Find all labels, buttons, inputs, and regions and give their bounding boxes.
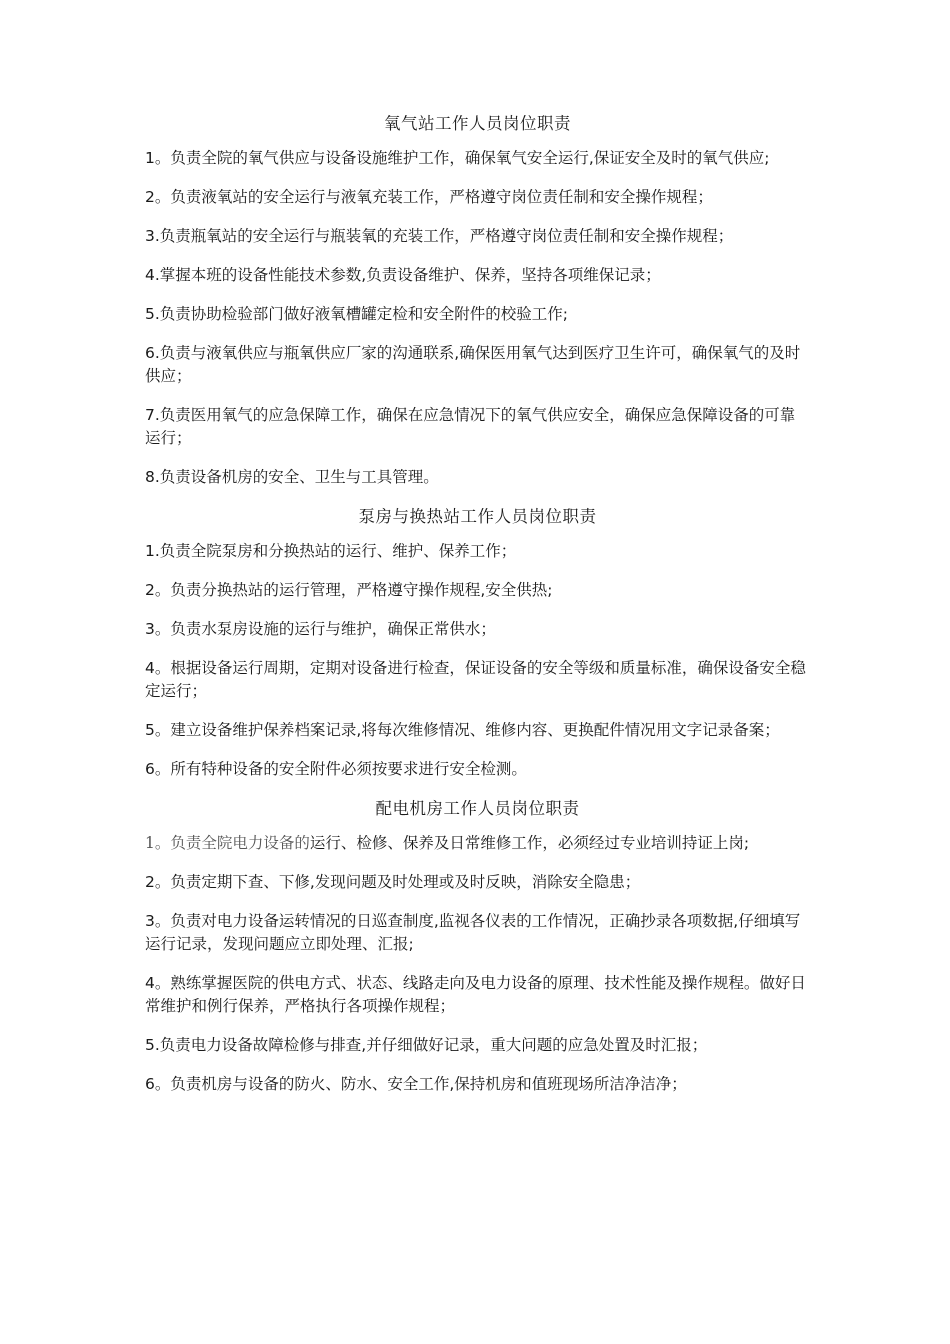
paragraph: 3.负责瓶氧站的安全运行与瓶装氧的充装工作，严格遵守岗位责任制和安全操作规程； <box>145 227 734 245</box>
paragraph-rest: 运行、检修、保养及日常维修工作，必须经过专业培训持证上岗; <box>309 834 750 852</box>
paragraph: 4.掌握本班的设备性能技术参数,负责设备维护、保养，坚持各项维保记录； <box>145 266 661 284</box>
paragraph: 6。所有特种设备的安全附件必须按要求进行安全检测。 <box>145 760 527 778</box>
document-body <box>145 112 810 1112</box>
paragraph: 5.负责协助检验部门做好液氧槽罐定检和安全附件的校验工作; <box>145 305 569 323</box>
paragraph <box>145 832 810 855</box>
paragraph: 2。负责分换热站的运行管理，严格遵守操作规程,安全供热; <box>145 581 553 599</box>
paragraph: 5。建立设备维护保养档案记录,将每次维修情况、维修内容、更换配件情况用文字记录备案； <box>145 721 780 739</box>
paragraph: 3。负责水泵房设施的运行与维护，确保正常供水； <box>145 620 496 638</box>
paragraph: 2。负责定期下查、下修,发现问题及时处理或及时反映，消除安全隐患； <box>145 873 641 891</box>
paragraph: 2。负责液氧站的安全运行与液氧充装工作，严格遵守岗位责任制和安全操作规程； <box>145 188 713 206</box>
section-title-pump-room: 泵房与换热站工作人员岗位职责 <box>358 507 597 526</box>
paragraph: 5.负责电力设备故障检修与排查,并仔细做好记录，重大问题的应急处置及时汇报； <box>145 1036 708 1054</box>
paragraph: 1。负责全院的氧气供应与设备设施维护工作，确保氧气安全运行,保证安全及时的氧气供应; <box>145 149 770 167</box>
paragraph: 4。根据设备运行周期，定期对设备进行检查，保证设备的安全等级和质量标准，确保设备安全稳定运行； <box>145 659 806 700</box>
paragraph: 1.负责全院泵房和分换热站的运行、维护、保养工作； <box>145 542 517 560</box>
paragraph: 7.负责医用氧气的应急保障工作，确保在应急情况下的氧气供应安全，确保应急保障设备的可靠运行； <box>145 406 796 447</box>
paragraph: 3。负责对电力设备运转情况的日巡查制度,监视各仪表的工作情况，正确抄录各项数据,仔细填写运行记录，发现问题应立即处理、汇报; <box>145 912 801 953</box>
section-title-power-room: 配电机房工作人员岗位职责 <box>375 799 580 818</box>
paragraph: 8.负责设备机房的安全、卫生与工具管理。 <box>145 468 439 486</box>
paragraph-prefix: 1。负责全院电力设备的 <box>145 834 310 852</box>
paragraph: 6.负责与液氧供应与瓶氧供应厂家的沟通联系,确保医用氧气达到医疗卫生许可，确保氧气的及时供应； <box>145 344 801 385</box>
paragraph: 4。熟练掌握医院的供电方式、状态、线路走向及电力设备的原理、技术性能及操作规程。做好日常维护和例行保养，严格执行各项操作规程； <box>145 974 806 1015</box>
section-title-oxygen-station: 氧气站工作人员岗位职责 <box>384 114 571 133</box>
paragraph: 6。负责机房与设备的防火、防水、安全工作,保持机房和值班现场所洁净洁净； <box>145 1075 687 1093</box>
